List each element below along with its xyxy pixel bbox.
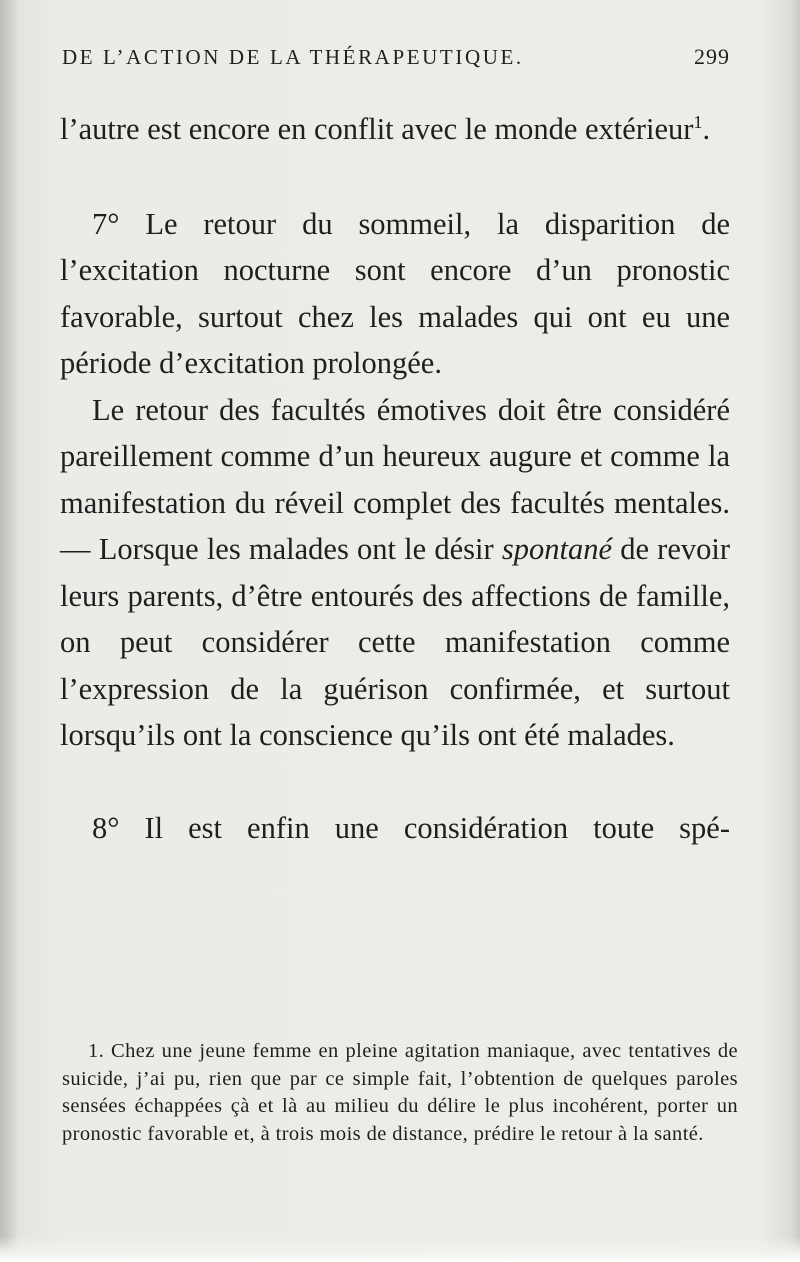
paragraph-8: 8° Il est enfin une considération toute spé- <box>92 810 730 845</box>
page-number: 299 <box>694 44 730 69</box>
emphasis-spontane: spontané <box>501 532 612 566</box>
running-header <box>62 44 730 70</box>
paragraph-7: 7° Le retour du sommeil, la disparition de l’excitation nocturne sont encore d’un pronostic favorable, surtout chez les malades qui ont eu une période d’excitation prolongée. <box>60 206 730 380</box>
paragraph-continuation: l’autre est encore en conflit avec le monde extérieur$^1$. <box>60 111 711 146</box>
footnote-text: 1. Chez une jeune femme en pleine agitation maniaque, avec tentatives de suicide, j’ai pu, rien que par ce simple fait, l’obtention de quelques paroles sensées échappées çà et là au milieu du délire le plus incohérent, porter un pronostic favorable et, à trois mois de distance, prédire le retour à la santé. <box>62 1040 738 1145</box>
footnote-reference: 1 <box>693 111 703 132</box>
paragraph-emotive-faculties: Le retour des facultés émotives doit être considéré pareillement comme d’un heureux augure et comme la manifestation du réveil complet des facultés mentales. — Lorsque les malades ont le désir spontané de revoir leurs parents, d’être entourés des affections de famille, on peut considérer cette manifestation comme l’expression de la guérison confirmée, et surtout lorsqu’ils ont la conscience qu’ils ont été malades. <box>60 392 730 752</box>
running-title: DE L’ACTION DE LA THÉRAPEUTIQUE. <box>62 45 524 69</box>
footnote <box>62 1038 738 1148</box>
main-text <box>60 106 730 851</box>
